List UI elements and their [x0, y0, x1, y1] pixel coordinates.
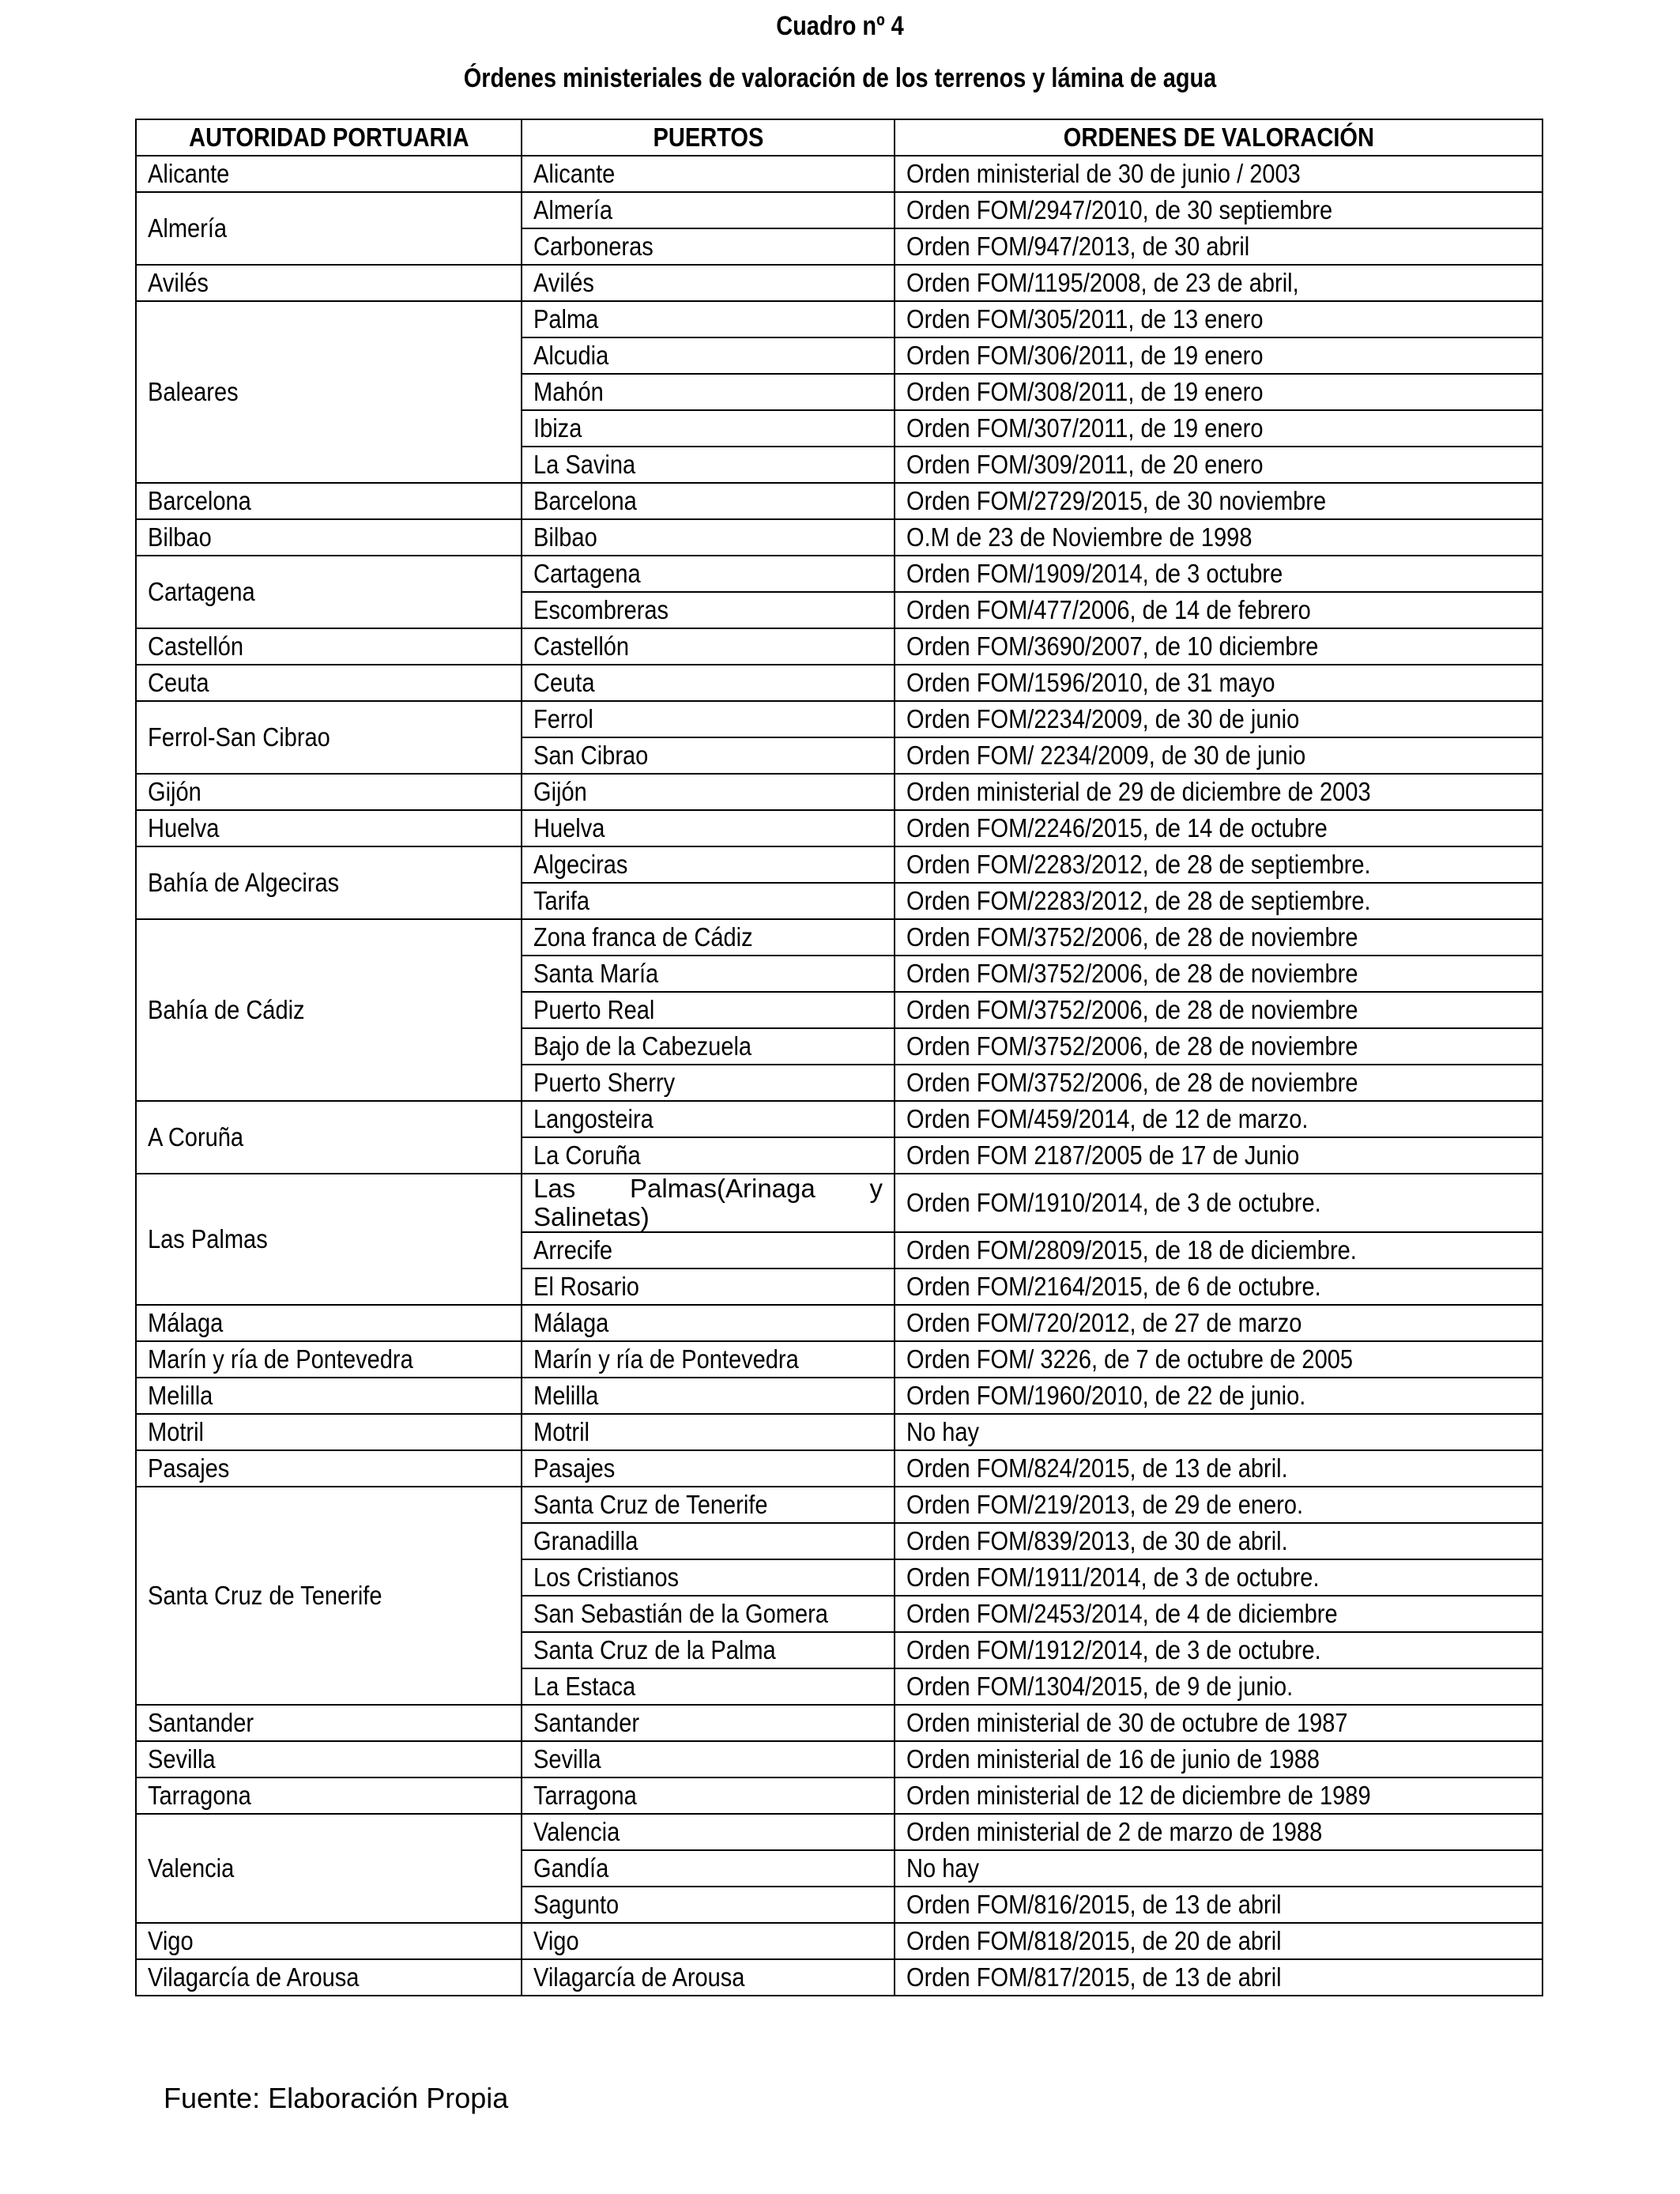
port-cell: Almería — [522, 192, 895, 228]
order-cell: Orden FOM/1912/2014, de 3 de octubre. — [895, 1632, 1543, 1668]
port-cell: Castellón — [522, 628, 895, 665]
order-cell: O.M de 23 de Noviembre de 1998 — [895, 519, 1543, 556]
table-row — [136, 1450, 1543, 1487]
port-cell: Motril — [522, 1414, 895, 1450]
order-cell: Orden FOM/3752/2006, de 28 de noviembre — [895, 956, 1543, 992]
table-row — [136, 556, 1543, 592]
valuation-orders-table — [135, 119, 1543, 1996]
authority-cell: Tarragona — [136, 1777, 522, 1814]
order-cell: Orden FOM/839/2013, de 30 de abril. — [895, 1523, 1543, 1559]
authority-cell: Las Palmas — [136, 1174, 522, 1305]
table-row — [136, 1305, 1543, 1341]
table-row — [136, 701, 1543, 737]
authority-cell: Castellón — [136, 628, 522, 665]
authority-cell: Santander — [136, 1705, 522, 1741]
header-authority: AUTORIDAD PORTUARIA — [136, 119, 522, 156]
order-cell: Orden FOM/2729/2015, de 30 noviembre — [895, 483, 1543, 519]
table-row — [136, 1705, 1543, 1741]
order-cell: Orden FOM/2283/2012, de 28 de septiembre. — [895, 846, 1543, 883]
port-cell: Carboneras — [522, 228, 895, 265]
authority-cell: Málaga — [136, 1305, 522, 1341]
port-cell: Gijón — [522, 774, 895, 810]
table-header-row — [136, 119, 1543, 156]
table-row — [136, 1814, 1543, 1850]
port-cell: Santander — [522, 1705, 895, 1741]
table-row — [136, 265, 1543, 301]
table-row — [136, 1378, 1543, 1414]
port-cell: Gandía — [522, 1850, 895, 1887]
table-row — [136, 483, 1543, 519]
order-cell: Orden FOM/1304/2015, de 9 de junio. — [895, 1668, 1543, 1705]
port-cell: Granadilla — [522, 1523, 895, 1559]
port-cell: Ibiza — [522, 410, 895, 447]
order-cell: Orden ministerial de 30 de octubre de 1987 — [895, 1705, 1543, 1741]
port-cell: Escombreras — [522, 592, 895, 628]
order-cell: Orden FOM/ 2234/2009, de 30 de junio — [895, 737, 1543, 774]
table-row — [136, 1923, 1543, 1959]
order-cell: Orden FOM/305/2011, de 13 enero — [895, 301, 1543, 337]
table-title: Cuadro nº 4 — [776, 11, 904, 41]
order-cell: Orden FOM 2187/2005 de 17 de Junio — [895, 1137, 1543, 1174]
authority-cell: Avilés — [136, 265, 522, 301]
port-cell: San Sebastián de la Gomera — [522, 1596, 895, 1632]
order-cell: Orden FOM/477/2006, de 14 de febrero — [895, 592, 1543, 628]
authority-cell: Marín y ría de Pontevedra — [136, 1341, 522, 1378]
order-cell: Orden ministerial de 2 de marzo de 1988 — [895, 1814, 1543, 1850]
source-note: Fuente: Elaboración Propia — [164, 2082, 509, 2114]
table-row — [136, 192, 1543, 228]
order-cell: Orden FOM/817/2015, de 13 de abril — [895, 1959, 1543, 1996]
authority-cell: Vigo — [136, 1923, 522, 1959]
order-cell: Orden FOM/3690/2007, de 10 diciembre — [895, 628, 1543, 665]
order-cell: Orden ministerial de 30 de junio / 2003 — [895, 156, 1543, 192]
order-cell: Orden FOM/824/2015, de 13 de abril. — [895, 1450, 1543, 1487]
port-cell: Málaga — [522, 1305, 895, 1341]
order-cell: Orden FOM/309/2011, de 20 enero — [895, 447, 1543, 483]
order-cell: Orden FOM/308/2011, de 19 enero — [895, 374, 1543, 410]
order-cell: Orden FOM/816/2015, de 13 de abril — [895, 1887, 1543, 1923]
port-cell: Tarragona — [522, 1777, 895, 1814]
order-cell: Orden ministerial de 12 de diciembre de 1989 — [895, 1777, 1543, 1814]
port-cell: La Savina — [522, 447, 895, 483]
authority-cell: Gijón — [136, 774, 522, 810]
order-cell: No hay — [895, 1414, 1543, 1450]
port-cell: Tarifa — [522, 883, 895, 919]
authority-cell: Melilla — [136, 1378, 522, 1414]
port-cell: Puerto Sherry — [522, 1065, 895, 1101]
order-cell: Orden FOM/2234/2009, de 30 de junio — [895, 701, 1543, 737]
authority-cell: Pasajes — [136, 1450, 522, 1487]
order-cell: Orden ministerial de 16 de junio de 1988 — [895, 1741, 1543, 1777]
order-cell: Orden FOM/947/2013, de 30 abril — [895, 228, 1543, 265]
port-cell: Ferrol — [522, 701, 895, 737]
table-row — [136, 665, 1543, 701]
port-cell: Pasajes — [522, 1450, 895, 1487]
table-row — [136, 846, 1543, 883]
order-cell: Orden FOM/3752/2006, de 28 de noviembre — [895, 1065, 1543, 1101]
table-row — [136, 1959, 1543, 1996]
table-row — [136, 919, 1543, 956]
table-row — [136, 519, 1543, 556]
port-cell: Arrecife — [522, 1232, 895, 1269]
authority-cell: Almería — [136, 192, 522, 265]
table-row — [136, 1101, 1543, 1137]
port-cell: San Cibrao — [522, 737, 895, 774]
port-cell: Puerto Real — [522, 992, 895, 1028]
order-cell: No hay — [895, 1850, 1543, 1887]
order-cell: Orden FOM/1596/2010, de 31 mayo — [895, 665, 1543, 701]
port-cell: Santa María — [522, 956, 895, 992]
port-cell: La Estaca — [522, 1668, 895, 1705]
order-cell: Orden FOM/459/2014, de 12 de marzo. — [895, 1101, 1543, 1137]
header-orders: ORDENES DE VALORACIÓN — [895, 119, 1543, 156]
authority-cell: Bahía de Cádiz — [136, 919, 522, 1101]
port-cell: Algeciras — [522, 846, 895, 883]
order-cell: Orden FOM/219/2013, de 29 de enero. — [895, 1487, 1543, 1523]
authority-cell: A Coruña — [136, 1101, 522, 1174]
order-cell: Orden FOM/2947/2010, de 30 septiembre — [895, 192, 1543, 228]
order-cell: Orden FOM/3752/2006, de 28 de noviembre — [895, 1028, 1543, 1065]
order-cell: Orden FOM/1911/2014, de 3 de octubre. — [895, 1559, 1543, 1596]
authority-cell: Sevilla — [136, 1741, 522, 1777]
authority-cell: Ferrol-San Cibrao — [136, 701, 522, 774]
table-body — [136, 156, 1543, 1996]
table-row — [136, 1414, 1543, 1450]
authority-cell: Santa Cruz de Tenerife — [136, 1487, 522, 1705]
order-cell: Orden FOM/2164/2015, de 6 de octubre. — [895, 1269, 1543, 1305]
port-cell: Huelva — [522, 810, 895, 846]
port-cell: Ceuta — [522, 665, 895, 701]
authority-cell: Valencia — [136, 1814, 522, 1923]
order-cell: Orden FOM/1195/2008, de 23 de abril, — [895, 265, 1543, 301]
port-cell: Avilés — [522, 265, 895, 301]
port-cell: Alicante — [522, 156, 895, 192]
port-cell: Vilagarcía de Arousa — [522, 1959, 895, 1996]
order-cell: Orden FOM/1909/2014, de 3 octubre — [895, 556, 1543, 592]
table-subtitle: Órdenes ministeriales de valoración de los terrenos y lámina de agua — [463, 63, 1217, 93]
port-cell: Bajo de la Cabezuela — [522, 1028, 895, 1065]
order-cell: Orden FOM/307/2011, de 19 enero — [895, 410, 1543, 447]
table-row — [136, 1777, 1543, 1814]
authority-cell: Ceuta — [136, 665, 522, 701]
authority-cell: Baleares — [136, 301, 522, 483]
port-cell: Santa Cruz de Tenerife — [522, 1487, 895, 1523]
port-cell: Mahón — [522, 374, 895, 410]
authority-cell: Vilagarcía de Arousa — [136, 1959, 522, 1996]
table-row — [136, 1487, 1543, 1523]
authority-cell: Huelva — [136, 810, 522, 846]
authority-cell: Bahía de Algeciras — [136, 846, 522, 919]
order-cell: Orden FOM/2283/2012, de 28 de septiembre. — [895, 883, 1543, 919]
authority-cell: Motril — [136, 1414, 522, 1450]
order-cell: Orden FOM/818/2015, de 20 de abril — [895, 1923, 1543, 1959]
order-cell: Orden FOM/1910/2014, de 3 de octubre. — [895, 1174, 1543, 1232]
port-cell: Alcudia — [522, 337, 895, 374]
order-cell: Orden FOM/3752/2006, de 28 de noviembre — [895, 992, 1543, 1028]
order-cell: Orden FOM/ 3226, de 7 de octubre de 2005 — [895, 1341, 1543, 1378]
header-ports: PUERTOS — [522, 119, 895, 156]
port-cell: Palma — [522, 301, 895, 337]
port-cell: La Coruña — [522, 1137, 895, 1174]
order-cell: Orden FOM/2453/2014, de 4 de diciembre — [895, 1596, 1543, 1632]
port-cell: Cartagena — [522, 556, 895, 592]
table-row — [136, 156, 1543, 192]
port-cell: Sevilla — [522, 1741, 895, 1777]
order-cell: Orden FOM/3752/2006, de 28 de noviembre — [895, 919, 1543, 956]
authority-cell: Cartagena — [136, 556, 522, 628]
port-cell: Santa Cruz de la Palma — [522, 1632, 895, 1668]
table-row — [136, 1174, 1543, 1232]
table-row — [136, 774, 1543, 810]
table-row — [136, 628, 1543, 665]
port-cell: Sagunto — [522, 1887, 895, 1923]
port-cell: Los Cristianos — [522, 1559, 895, 1596]
port-cell: Las Palmas(Arinaga y Salinetas) — [522, 1174, 895, 1232]
table-row — [136, 1741, 1543, 1777]
order-cell: Orden ministerial de 29 de diciembre de 2003 — [895, 774, 1543, 810]
port-cell: Barcelona — [522, 483, 895, 519]
port-cell: Marín y ría de Pontevedra — [522, 1341, 895, 1378]
authority-cell: Bilbao — [136, 519, 522, 556]
order-cell: Orden FOM/2246/2015, de 14 de octubre — [895, 810, 1543, 846]
port-cell: Vigo — [522, 1923, 895, 1959]
port-cell: Bilbao — [522, 519, 895, 556]
order-cell: Orden FOM/720/2012, de 27 de marzo — [895, 1305, 1543, 1341]
order-cell: Orden FOM/1960/2010, de 22 de junio. — [895, 1378, 1543, 1414]
table-row — [136, 1341, 1543, 1378]
port-cell: Valencia — [522, 1814, 895, 1850]
table-row — [136, 810, 1543, 846]
order-cell: Orden FOM/306/2011, de 19 enero — [895, 337, 1543, 374]
port-cell: Melilla — [522, 1378, 895, 1414]
port-cell: Zona franca de Cádiz — [522, 919, 895, 956]
port-cell: El Rosario — [522, 1269, 895, 1305]
authority-cell: Alicante — [136, 156, 522, 192]
table-row — [136, 301, 1543, 337]
port-cell: Langosteira — [522, 1101, 895, 1137]
order-cell: Orden FOM/2809/2015, de 18 de diciembre. — [895, 1232, 1543, 1269]
authority-cell: Barcelona — [136, 483, 522, 519]
